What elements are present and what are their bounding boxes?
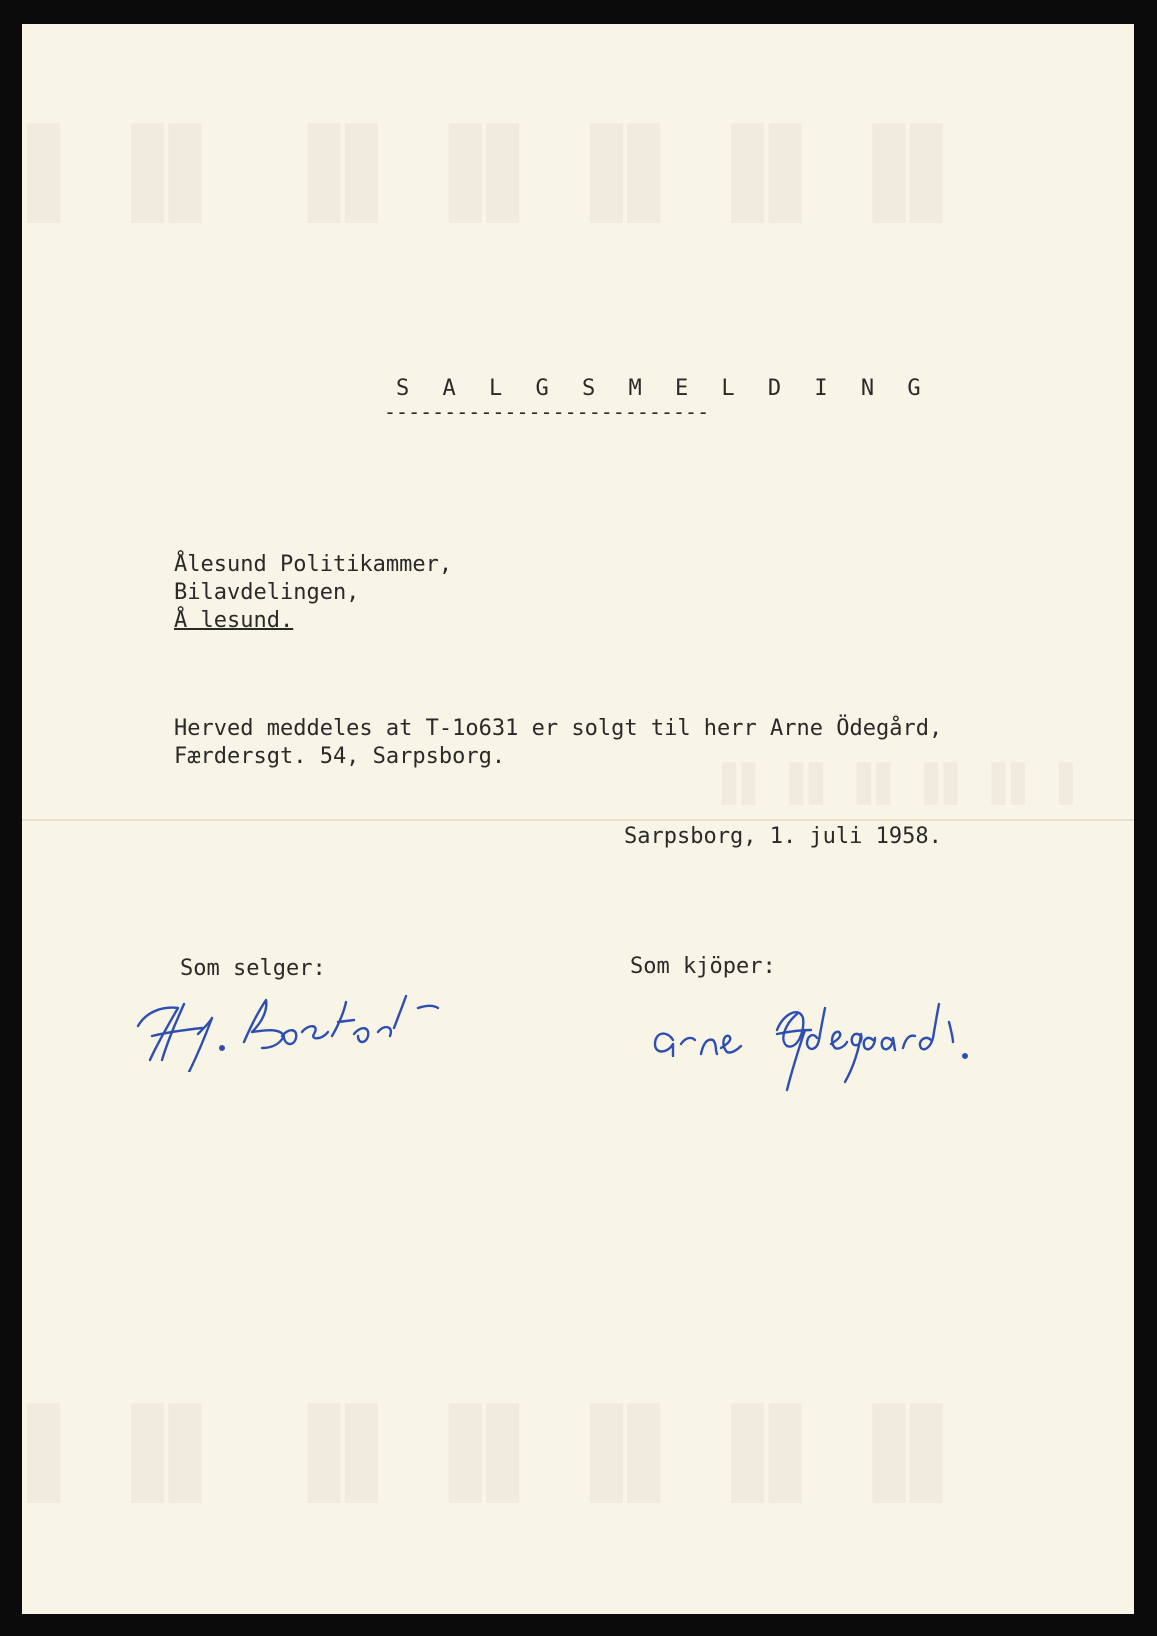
buyer-label: Som kjöper:	[630, 954, 776, 979]
seller-label: Som selger:	[180, 956, 326, 981]
recipient-line-3: Å lesund.	[174, 608, 294, 633]
fold-line	[22, 819, 1134, 821]
body-line-2: Færdersgt. 54, Sarpsborg.	[174, 744, 506, 769]
buyer-signature	[647, 984, 977, 1094]
recipient-line-2: Bilavdelingen,	[174, 580, 360, 605]
bleed-through-text-band: ▌▐▌▐▌▐▌▐▌▐▌	[702, 764, 1073, 805]
recipient-line-1: Ålesund Politikammer,	[174, 552, 453, 577]
bleed-through-letterhead-bottom: ▐▌▐▌▐▌▐▌▐▌ ▐▌▐	[22, 1404, 976, 1502]
date-line: Sarpsborg, 1. juli 1958.	[624, 824, 942, 849]
paper-sheet	[22, 24, 1134, 1614]
document-title: S A L G S M E L D I N G	[396, 376, 931, 401]
title-underline: ---------------------------	[384, 400, 710, 424]
seller-signature	[132, 982, 452, 1072]
bleed-through-letterhead-top: ▐▌▐▌▐▌▐▌▐▌ ▐▌▐	[22, 124, 976, 222]
body-line-1: Herved meddeles at T-1o631 er solgt til herr Arne Ödegård,	[174, 716, 943, 741]
